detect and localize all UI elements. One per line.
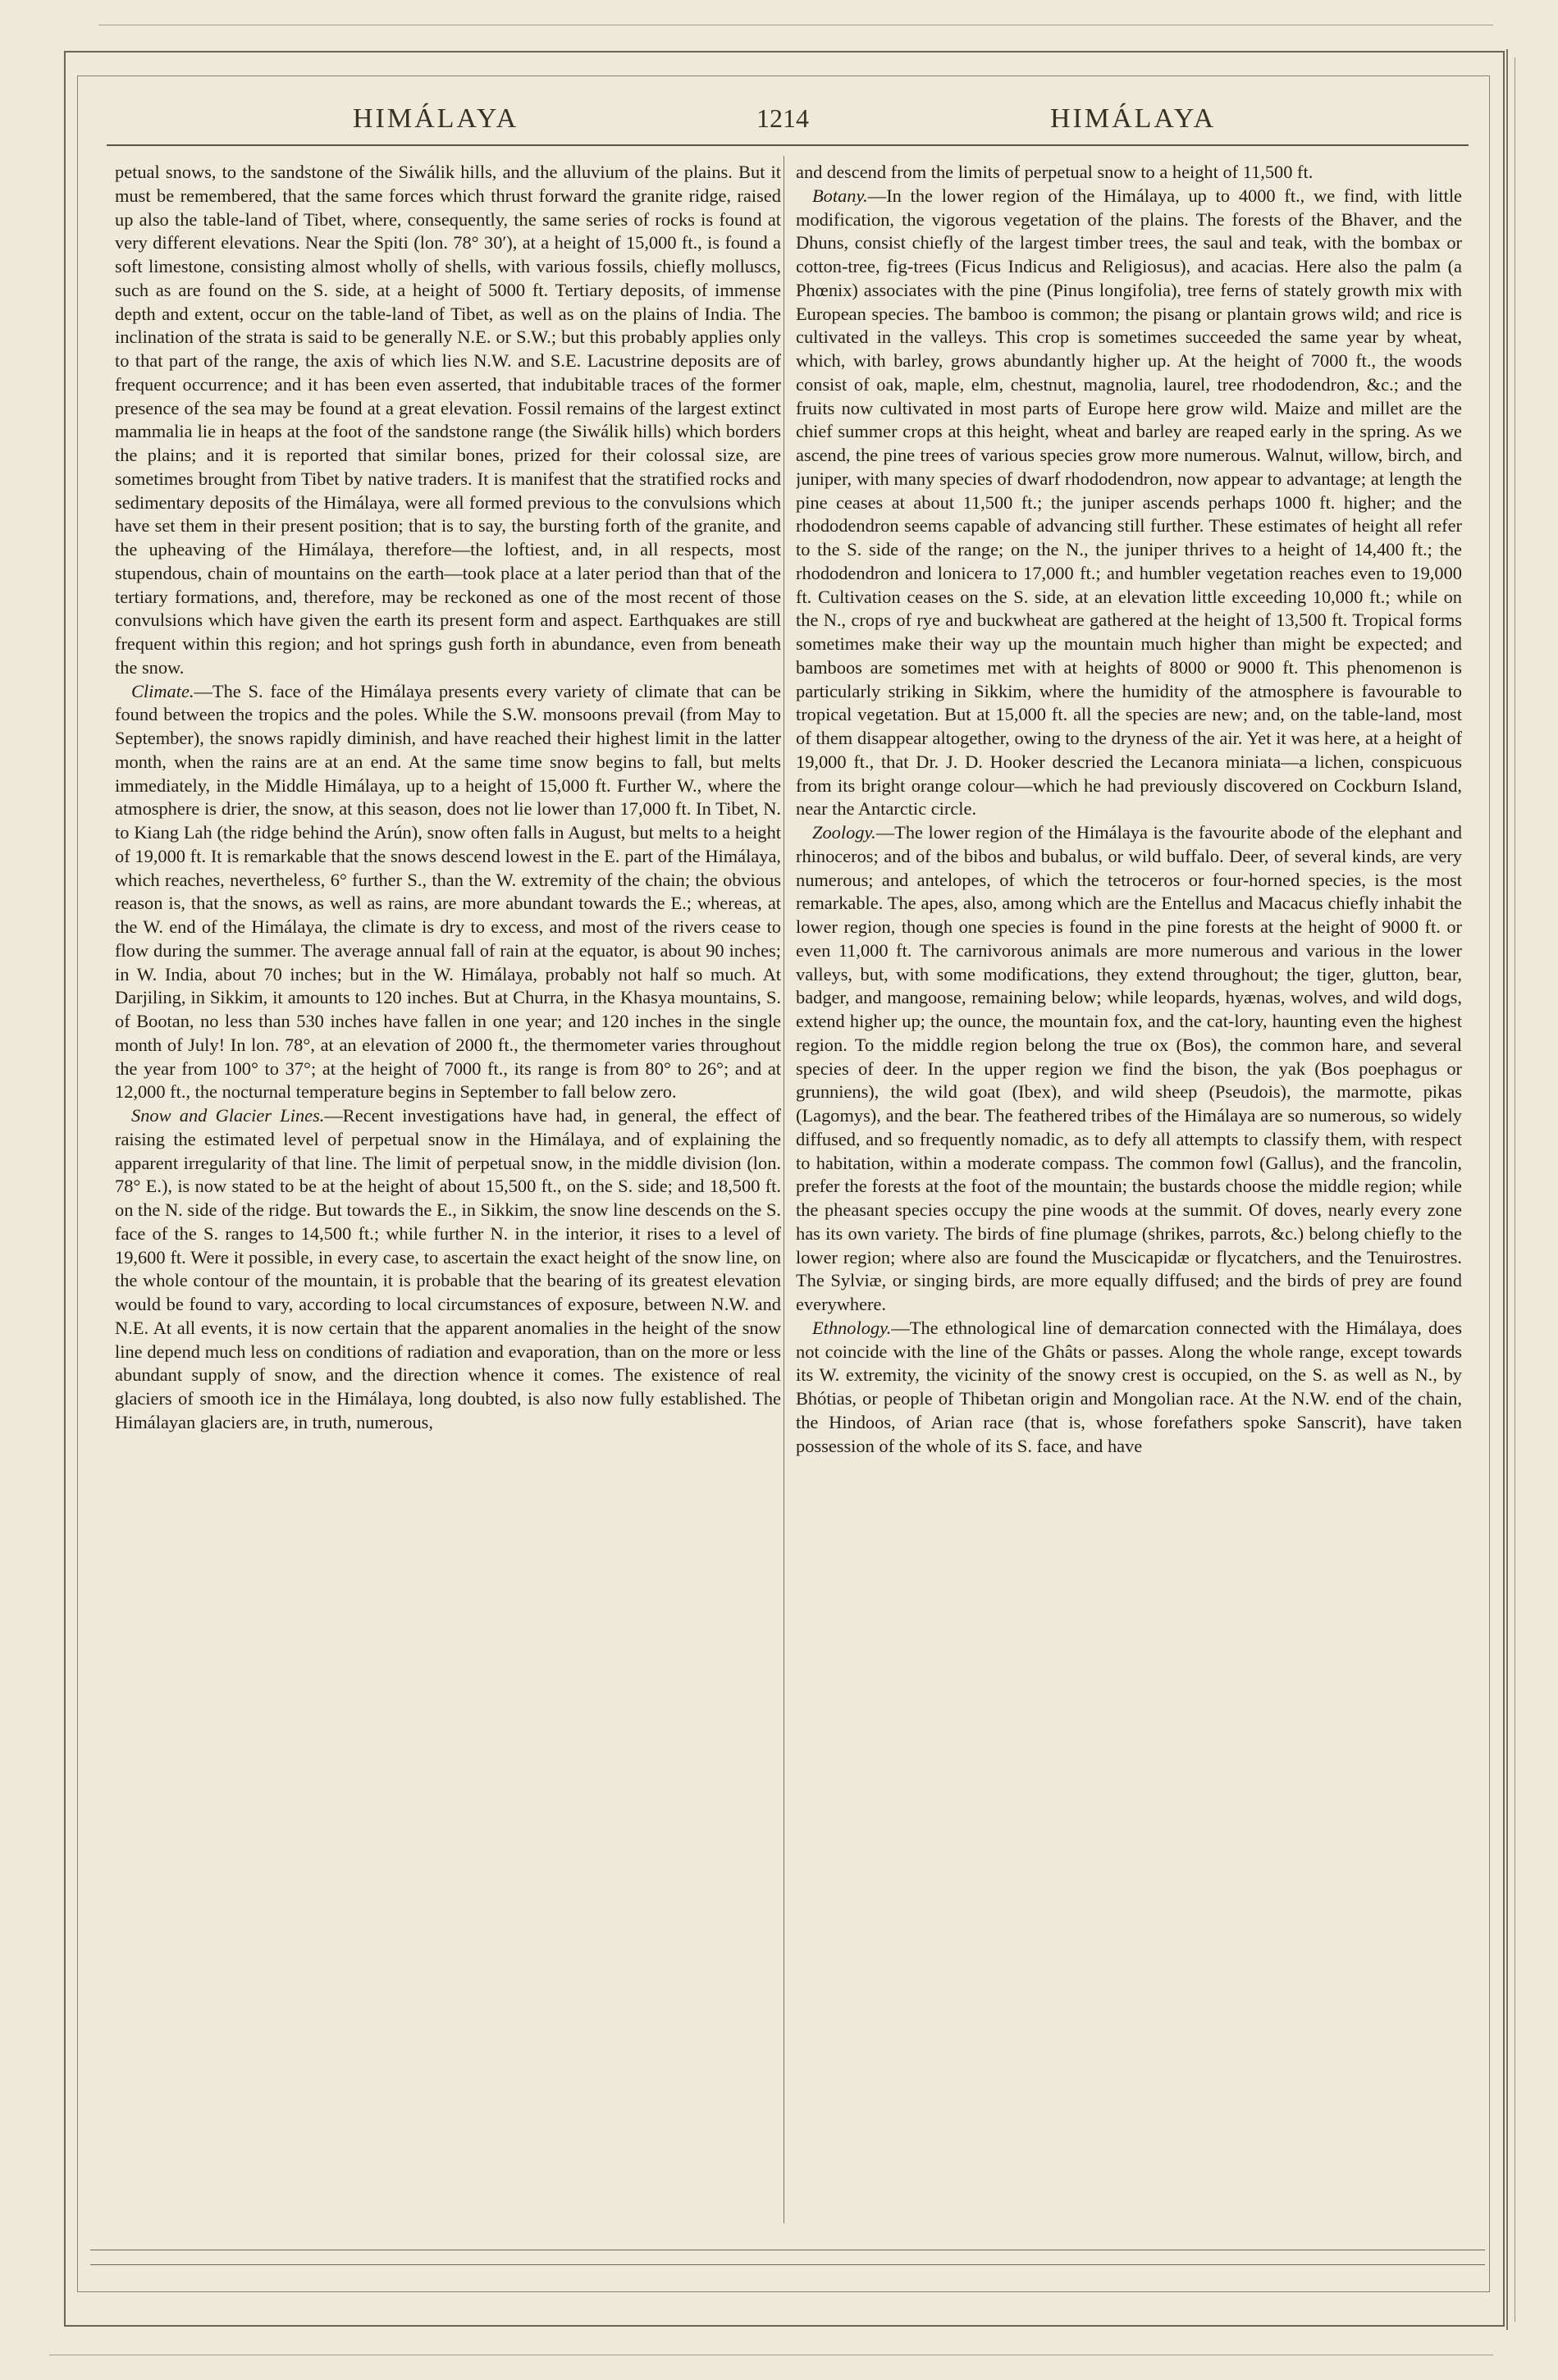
left-column: [115, 161, 781, 2228]
paragraph-climate-text: —The S. face of the Himálaya presents every variety of climate that can be found between the tropics and the poles. While the S.W. monsoons prevail (from May to September), the snows rapidly diminish, and have reached their highest limit in the latter month, when the rains are at an end. At the same time snow begins to fall, but melts immediately, in the Middle Himálaya, up to a height of 15,000 ft. Further W., where the atmosphere is drier, the snow, at this season, does not lie lower than 17,000 ft. In Tibet, N. to Kiang Lah (the ridge behind the Arún), snow often falls in August, but melts to a height of 19,000 ft. It is remarkable that the snows descend lowest in the E. part of the Himálaya, which reaches, nevertheless, 6° further S., than the W. extremity of the chain; the obvious reason is, that the snows, as well as rains, are more abundant towards the E.; whereas, at the W. end of the Himálaya, the climate is dry to excess, and most of the rivers cease to flow during the summer. The average annual fall of rain at the equator, is about 90 inches; in W. India, about 70 inches; but in the W. Himálaya, probably not half so much. At Darjiling, in Sikkim, it amounts to 120 inches. But at Churra, in the Khasya mountains, S. of Bootan, no less than 530 inches have fallen in one year; and 120 inches in the single month of July! In lon. 78°, at an elevation of 2000 ft., the thermometer varies throughout the year from 100° to 37°; at the height of 7000 ft., its range is from 80° to 26°; and at 12,000 ft., the nocturnal temperature begins in September to fall below zero.: [115, 680, 781, 1103]
paragraph-zoology-text: —The lower region of the Himálaya is the favourite abode of the elephant and rhinoceros; and of the bibos and bubalus, or wild buffalo. Deer, of several kinds, are very numerous; and antelopes, of which the tetroceros or four-horned species, is the most remarkable. The apes, also, among which are the Entellus and Macacus chiefly inhabit the lower region, though one species is found in the pine forests at the height of 9000 ft. or even 11,000 ft. The carnivorous animals are more numerous and various in the lower valleys, but, with some modifications, they extend throughout; the tiger, glutton, bear, badger, and mangoose, remaining below; while leopards, hyænas, wolves, and wild dogs, extend higher up; the ounce, the mountain fox, and the cat-lory, haunting even the highest region. To the middle region belong the true ox (Bos), the common hare, and several species of deer. In the upper region we find the bison, the yak (Bos poephagus or grunniens), the wild goat (Ibex), and wild sheep (Pseudois), the marmotte, pikas (Lagomys), and the bear. The feathered tribes of the Himálaya are so numerous, so widely diffused, and so frequently nomadic, as to defy all attempts to classify them, with respect to habitation, within a moderate compass. The common fowl (Gallus), and the francolin, prefer the forests at the foot of the mountain; the bustards choose the middle region; while the pheasant species occupy the pine woods at the summit. Of doves, nearly every zone has its own variety. The birds of fine plumage (shrikes, parrots, &c.) belong chiefly to the lower region; where also are found the Muscicapidæ or flycatchers, and the Tenuirostres. The Sylviæ, or singing birds, are more equally diffused; and the birds of prey are found everywhere.: [796, 822, 1462, 1314]
running-header: [107, 97, 1469, 146]
right-column: [796, 161, 1462, 2228]
paragraph-botany: [796, 185, 1462, 821]
section-heading-snow-glacier: Snow and Glacier Lines.: [131, 1105, 325, 1126]
header-rule: [107, 144, 1469, 146]
paragraph-zoology: [796, 821, 1462, 1317]
section-heading-climate: Climate.: [131, 680, 194, 701]
paragraph-ethnology-text: —The ethnological line of demarcation connected with the Himálaya, does not coincide with the line of the Ghâts or passes. Along the whole range, except towards its W. extremity, the vicinity of the snowy crest is occupied, on the S. as well as N., by Bhótias, or people of Thibetan origin and Mongolian race. At the N.W. end of the chain, the Hindoos, of Arian race (that is, whose forefathers spoke Sanscrit), have taken possession of the whole of its S. face, and have: [796, 1317, 1462, 1456]
footer-rule-lower: [90, 2264, 1485, 2265]
header-left-title: HIMÁLAYA: [353, 103, 519, 134]
binding-edge-line: [1506, 49, 1508, 2330]
paragraph-snow-glacier: [115, 1104, 781, 1435]
paragraph-climate: [115, 680, 781, 1105]
section-heading-zoology: Zoology.: [812, 822, 876, 843]
paragraph-ethnology: [796, 1317, 1462, 1459]
page-number: 1214: [756, 103, 809, 133]
section-heading-ethnology: Ethnology.: [812, 1317, 892, 1338]
header-right-title: HIMÁLAYA: [1050, 103, 1217, 134]
paragraph-snow-glacier-text: —Recent investigations have had, in general, the effect of raising the estimated level of perpetual snow in the Himálaya, and of explaining the apparent irregularity of that line. The limit of perpetual snow, in the middle division (lon. 78° E.), is now stated to be at the height of about 15,500 ft., on the S. side; and 18,500 ft. on the N. side of the ridge. But towards the E., in Sikkim, the snow line descends on the S. face of the S. ranges to 14,500 ft.; while further N. in the interior, it rises to a level of 19,600 ft. Were it possible, in every case, to ascertain the exact height of the snow line, on the whole contour of the mountain, it is probable that the bearing of its greatest elevation would be found to vary, according to local circumstances of exposure, between N.W. and N.E. At all events, it is now certain that the apparent anomalies in the height of the snow line depend much less on conditions of radiation and evaporation, than on the more or less abundant supply of snow, and the direction whence it comes. The existence of real glaciers of smooth ice in the Himálaya, long doubted, is also now fully established. The Himálayan glaciers are, in truth, numerous,: [115, 1105, 781, 1432]
paragraph-botany-text: —In the lower region of the Himálaya, up to 4000 ft., we find, with little modification, the vigorous vegetation of the plains. The forests of the Bhaver, and the Dhuns, consist chiefly of the largest timber trees, the saul and teak, with the bombax or cotton-tree, fig-trees (Ficus Indicus and Religiosus), and acacias. Here also the palm (a Phœnix) associates with the pine (Pinus longifolia), tree ferns of stately growth mix with European species. The bamboo is common; the pisang or plantain grows wild; and rice is cultivated in the valleys. This crop is sometimes succeeded the same year by wheat, which, with barley, grows abundantly higher up. At the height of 7000 ft., the woods consist of oak, maple, elm, chestnut, magnolia, laurel, tree rhododendron, &c.; and the fruits now cultivated in most parts of Europe here grow wild. Maize and millet are the chief summer crops at this height, wheat and barley are reaped early in the spring. As we ascend, the pine trees of various species grow more numerous. Walnut, willow, birch, and juniper, with many species of dwarf rhododendron, now appear to advantage; at length the pine ceases at about 11,500 ft.; the juniper ascends perhaps 1000 ft. higher; and the rhododendron seems capable of advancing still further. These estimates of height all refer to the S. side of the range; on the N., the juniper thrives to a height of 14,400 ft.; the rhododendron and lonicera to 17,000 ft.; and humbler vegetation reaches even to 19,000 ft. Cultivation ceases on the S. side, at an elevation little exceeding 10,000 ft.; while on the N., crops of rye and buckwheat are gathered at the height of 13,500 ft. Tropical forms sometimes make their way up the mountain much higher than might be expected; and bamboos are sometimes met with at heights of 8000 or 9000 ft. This phenomenon is particularly striking in Sikkim, where the humidity of the atmosphere is favourable to tropical vegetation. But at 15,000 ft. all the species are new; and, on the table-land, most of them disappear altogether, owing to the dryness of the air. Yet it was here, at a height of 19,000 ft., that Dr. J. D. Hooker descried the Lecanora miniata—a lichen, conspicuous from its bright orange colour—which he had previously discovered on Cockburn Island, near the Antarctic circle.: [796, 185, 1462, 820]
section-heading-botany: Botany.: [812, 185, 868, 206]
paragraph-glaciers-continued: and descend from the limits of perpetual snow to a height of 11,500 ft.: [796, 162, 1314, 182]
paragraph-geology-continued: petual snows, to the sandstone of the Siwálik hills, and the alluvium of the plains. But it must be remembered, that the same forces which thrust forward the granite ridge, raised up also the table-land of Tibet, where, consequently, the same series of rocks is found at very different elevations. Near the Spiti (lon. 78° 30′), at a height of 15,000 ft., is found a soft limestone, consisting almost wholly of shells, with various fossils, chiefly molluscs, such as are found on the S. side, at a height of 5000 ft. Tertiary deposits, of immense depth and extent, occur on the table-land of Tibet, as well as on the plains of India. The inclination of the strata is said to be generally N.E. or S.W.; but this probably applies only to that part of the range, the axis of which lies N.W. and S.E. Lacustrine deposits are of frequent occurrence; and it has been even asserted, that indubitable traces of the former presence of the sea may be found at a great elevation. Fossil remains of the largest extinct mammalia lie in heaps at the foot of the sandstone range (the Siwálik hills) which borders the plains; and it is reported that similar bones, prized for their colossal size, are sometimes brought from Tibet by native traders. It is manifest that the stratified rocks and sedimentary deposits of the Himálaya, were all formed previous to the convulsions which have set them in their present position; that is to say, the bursting forth of the granite, and the upheaving of the Himálaya, therefore—the loftiest, and, in all respects, most stupendous, chain of mountains on the earth—took place at a later period than that of the tertiary formations, and, therefore, may be reckoned as one of the most recent of those convulsions which have given the earth its present form and aspect. Earthquakes are still frequent within this region; and hot springs gush forth in abundance, even from beneath the snow.: [115, 162, 781, 678]
